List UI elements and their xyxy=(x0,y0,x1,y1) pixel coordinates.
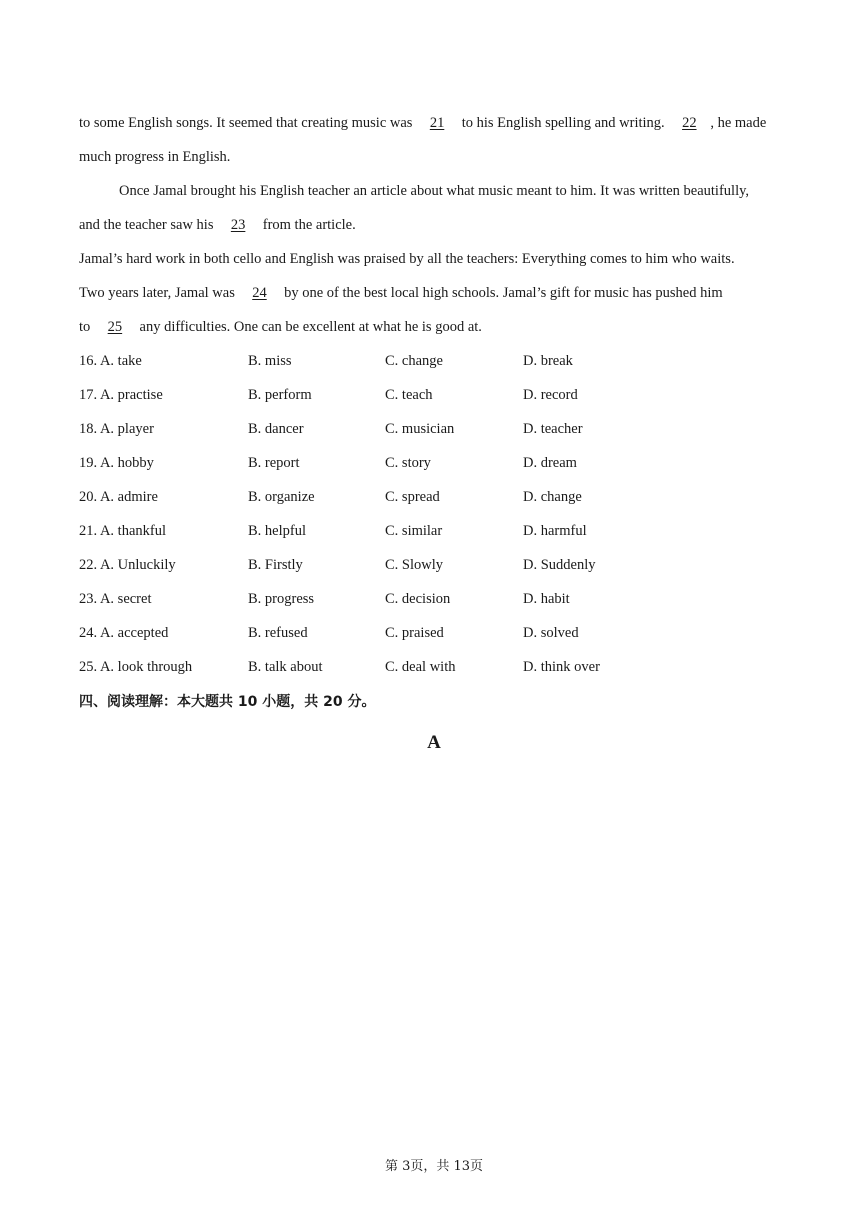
option-a: 16. A. take xyxy=(79,353,142,369)
option-d: D. teacher xyxy=(523,421,583,437)
option-b: B. talk about xyxy=(248,659,323,675)
passage-line-2: much progress in English. xyxy=(79,149,231,165)
blank-25: 25 xyxy=(107,319,123,335)
passage-line-4: and the teacher saw his 23 from the article. xyxy=(79,217,356,233)
option-a: 19. A. hobby xyxy=(79,455,154,471)
option-c: C. decision xyxy=(385,591,451,607)
option-b: B. refused xyxy=(248,625,308,641)
passage-title: A xyxy=(427,732,441,753)
option-b: B. perform xyxy=(248,387,312,403)
option-a: 23. A. secret xyxy=(79,591,152,607)
option-a: 24. A. accepted xyxy=(79,625,169,641)
option-c: C. musician xyxy=(385,421,455,437)
option-c: C. spread xyxy=(385,489,440,505)
option-c: C. teach xyxy=(385,387,433,403)
option-b: B. progress xyxy=(248,591,315,607)
option-d: D. change xyxy=(523,489,582,505)
blank-21: 21 xyxy=(429,115,445,131)
option-b: B. Firstly xyxy=(248,557,303,573)
option-d: D. solved xyxy=(523,625,579,641)
option-b: B. miss xyxy=(248,353,292,369)
option-c: C. change xyxy=(385,353,443,369)
option-a: 18. A. player xyxy=(79,421,154,437)
option-c: C. praised xyxy=(385,625,444,641)
passage-line-7: to 25 any difficulties. One can be excellent at what he is good at. xyxy=(79,319,482,335)
passage-line-3: Once Jamal brought his English teacher an article about what music meant to him. It was written beautifully, xyxy=(119,183,750,199)
blank-23: 23 xyxy=(230,217,246,233)
page-footer: 第 3页，共 13页 xyxy=(384,1159,484,1174)
option-d: D. think over xyxy=(523,659,600,675)
option-d: D. habit xyxy=(523,591,570,607)
option-a: 25. A. look through xyxy=(79,659,193,675)
option-a: 17. A. practise xyxy=(79,387,163,403)
passage-line-1: to some English songs. It seemed that creating music was 21 to his English spelling and writing. 22 , he made xyxy=(79,115,767,131)
option-a: 20. A. admire xyxy=(79,489,158,505)
option-b: B. dancer xyxy=(248,421,304,437)
blank-22: 22 xyxy=(682,115,697,131)
passage-line-5: Jamal’s hard work in both cello and English was praised by all the teachers: Everything comes to him who waits. xyxy=(79,251,735,267)
option-c: C. similar xyxy=(385,523,443,539)
blank-24: 24 xyxy=(252,285,267,301)
option-d: D. Suddenly xyxy=(523,557,596,573)
option-b: B. report xyxy=(248,455,300,471)
option-d: D. harmful xyxy=(523,523,587,539)
option-d: D. record xyxy=(523,387,578,403)
option-c: C. story xyxy=(385,455,431,471)
option-c: C. deal with xyxy=(385,659,456,675)
option-d: D. dream xyxy=(523,455,577,471)
option-b: B. helpful xyxy=(248,523,306,539)
option-b: B. organize xyxy=(248,489,315,505)
option-a: 22. A. Unluckily xyxy=(79,557,176,573)
passage-line-6: Two years later, Jamal was 24 by one of the best local high schools. Jamal’s gift for music has pushed him xyxy=(79,285,723,301)
option-c: C. Slowly xyxy=(385,557,444,573)
option-a: 21. A. thankful xyxy=(79,523,166,539)
option-d: D. break xyxy=(523,353,573,369)
section-heading: 四、阅读理解：本大题共 10 小题，共 20 分。 xyxy=(79,694,376,710)
